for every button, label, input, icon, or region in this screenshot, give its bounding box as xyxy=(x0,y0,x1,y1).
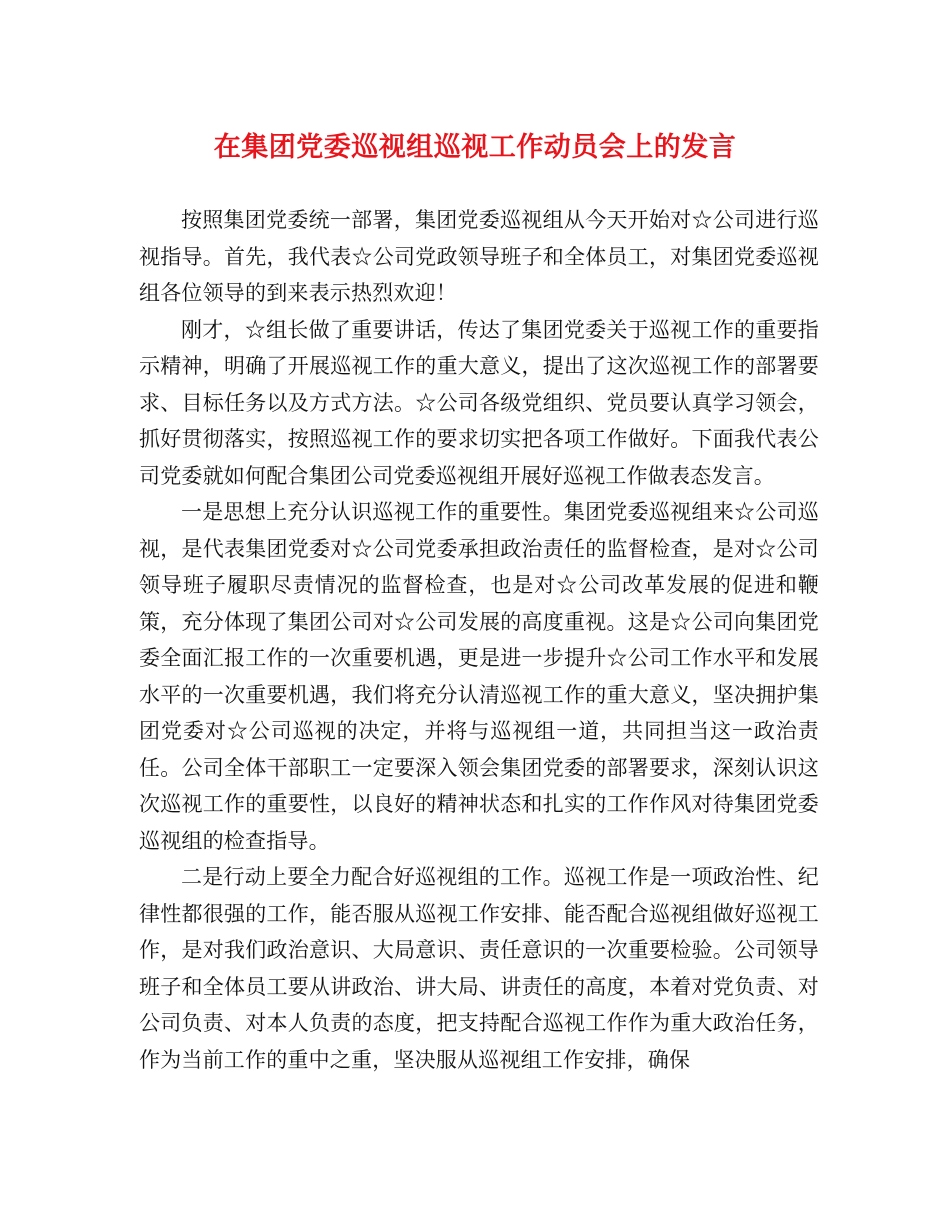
document-body xyxy=(139,202,819,1078)
document-title: 在集团党委巡视组巡视工作动员会上的发言 xyxy=(213,132,737,163)
paragraph-point-one: 一是思想上充分认识巡视工作的重要性。集团党委巡视组来☆公司巡视，是代表集团党委对☆公司党委承担政治责任的监督检查，是对☆公司领导班子履职尽责情况的监督检查，也是对☆公司改革发展的促进和鞭策，充分体现了集团公司对☆公司发展的高度重视。这是☆公司向集团党委全面汇报工作的一次重要机遇，更是进一步提升☆公司工作水平和发展水平的一次重要机遇，我们将充分认清巡视工作的重大意义，坚决拥护集团党委对☆公司巡视的决定，并将与巡视组一道，共同担当这一政治责任。公司全体干部职工一定要深入领会集团党委的部署要求，深刻认识这次巡视工作的重要性，以良好的精神状态和扎实的工作作风对待集团党委巡视组的检查指导。 xyxy=(139,500,819,853)
paragraph-instructions: 刚才，☆组长做了重要讲话，传达了集团党委关于巡视工作的重要指示精神，明确了开展巡视工作的重大意义，提出了这次巡视工作的部署要求、目标任务以及方式方法。☆公司各级党组织、党员要认真学习领会，抓好贯彻落实，按照巡视工作的要求切实把各项工作做好。下面我代表公司党委就如何配合集团公司党委巡视组开展好巡视工作做表态发言。 xyxy=(139,317,819,488)
paragraph-welcome: 按照集团党委统一部署，集团党委巡视组从今天开始对☆公司进行巡视指导。首先，我代表☆公司党政领导班子和全体员工，对集团党委巡视组各位领导的到来表示热烈欢迎！ xyxy=(139,208,819,305)
paragraph-point-two: 二是行动上要全力配合好巡视组的工作。巡视工作是一项政治性、纪律性都很强的工作，能否服从巡视工作安排、能否配合巡视组做好巡视工作，是对我们政治意识、大局意识、责任意识的一次重要检验。公司领导班子和全体员工要从讲政治、讲大局、讲责任的高度，本着对党负责、对公司负责、对本人负责的态度，把支持配合巡视工作作为重大政治任务，作为当前工作的重中之重，坚决服从巡视组工作安排，确保 xyxy=(139,865,819,1072)
